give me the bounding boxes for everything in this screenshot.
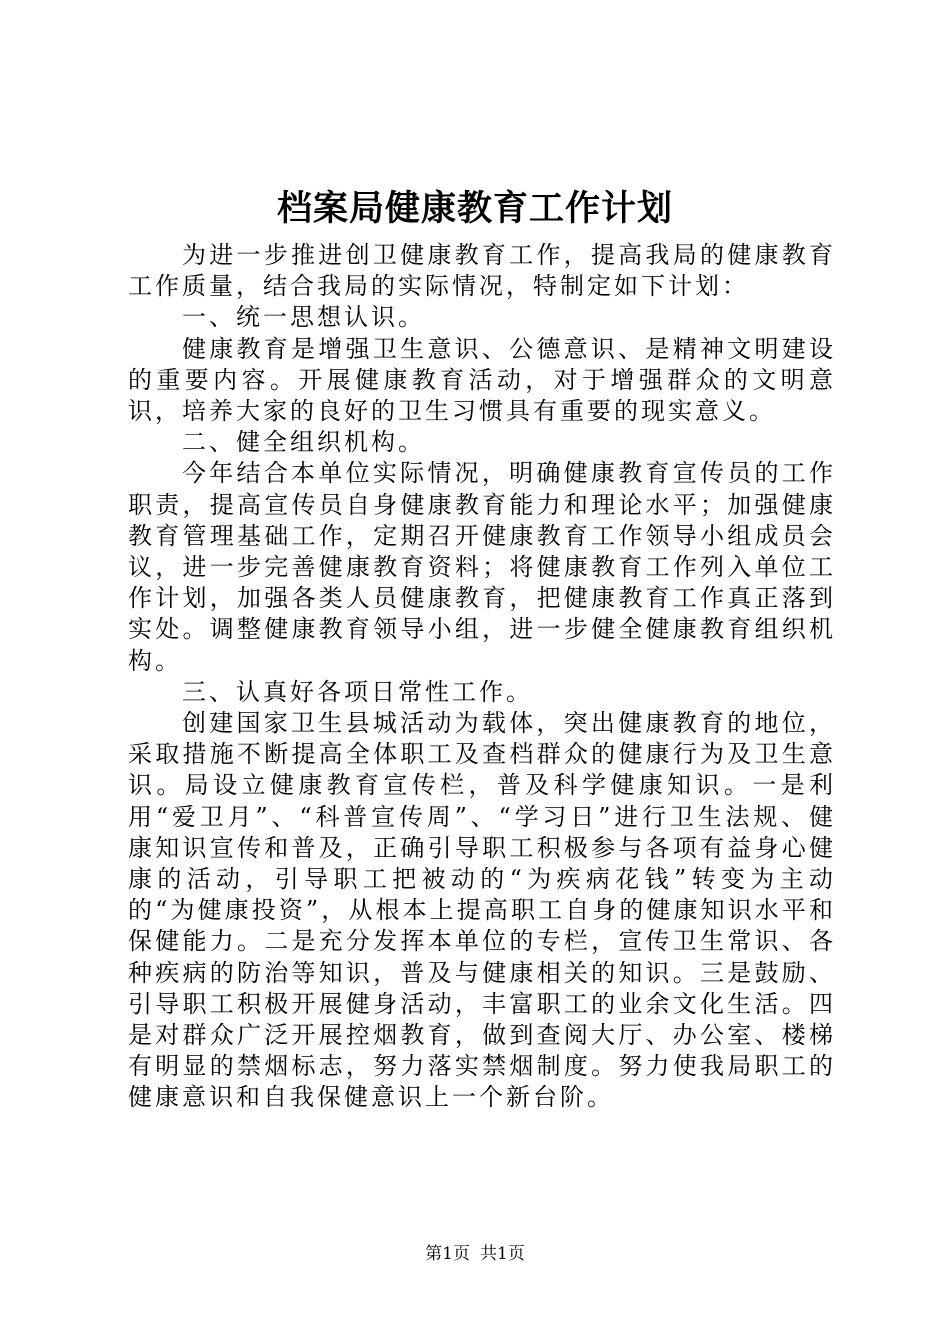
section-heading-3: 三、认真好各项日常性工作。 xyxy=(182,677,533,706)
section-paragraph-2: 今年结合本单位实际情况，明确健康教育宣传员的工作职责，提高宣传员自身健康教育能力和理论水平；加强健康教育管理基础工作，定期召开健康教育工作领导小组成员会议，进一步完善健康教育资料；将健康教育工作列入单位工作计划，加强各类人员健康教育，把健康教育工作真正落到实处。调整健康教育领导小组，进一步健全健康教育组织机构。 xyxy=(128,459,836,675)
document-body xyxy=(128,240,836,1114)
page-number: 第1页 xyxy=(425,1244,470,1264)
section-heading-1: 一、统一思想认识。 xyxy=(182,303,425,332)
document-title: 档案局健康教育工作计划 xyxy=(276,188,673,229)
page-footer xyxy=(0,1243,950,1265)
page-total: 共1页 xyxy=(480,1244,525,1264)
section-heading-2: 二、健全组织机构。 xyxy=(182,428,425,457)
section-paragraph-3: 创建国家卫生县城活动为载体，突出健康教育的地位，采取措施不断提高全体职工及查档群众的健康行为及卫生意识。局设立健康教育宣传栏，普及科学健康知识。一是利用“爱卫月”、“科普宣传周”、“学习日”进行卫生法规、健康知识宣传和普及，正确引导职工积极参与各项有益身心健康的活动，引导职工把被动的“为疾病花钱”转变为主动的“为健康投资”，从根本上提高职工自身的健康知识水平和保健能力。二是充分发挥本单位的专栏，宣传卫生常识、各种疾病的防治等知识，普及与健康相关的知识。三是鼓励、引导职工积极开展健身活动，丰富职工的业余文化生活。四是对群众广泛开展控烟教育，做到查阅大厅、办公室、楼梯有明显的禁烟标志，努力落实禁烟制度。努力使我局职工的健康意识和自我保健意识上一个新台阶。 xyxy=(128,709,836,1112)
intro-paragraph: 为进一步推进创卫健康教育工作，提高我局的健康教育工作质量，结合我局的实际情况，特制定如下计划： xyxy=(128,241,836,301)
section-paragraph-1: 健康教育是增强卫生意识、公德意识、是精神文明建设的重要内容。开展健康教育活动，对于增强群众的文明意识，培养大家的良好的卫生习惯具有重要的现实意义。 xyxy=(128,334,836,426)
